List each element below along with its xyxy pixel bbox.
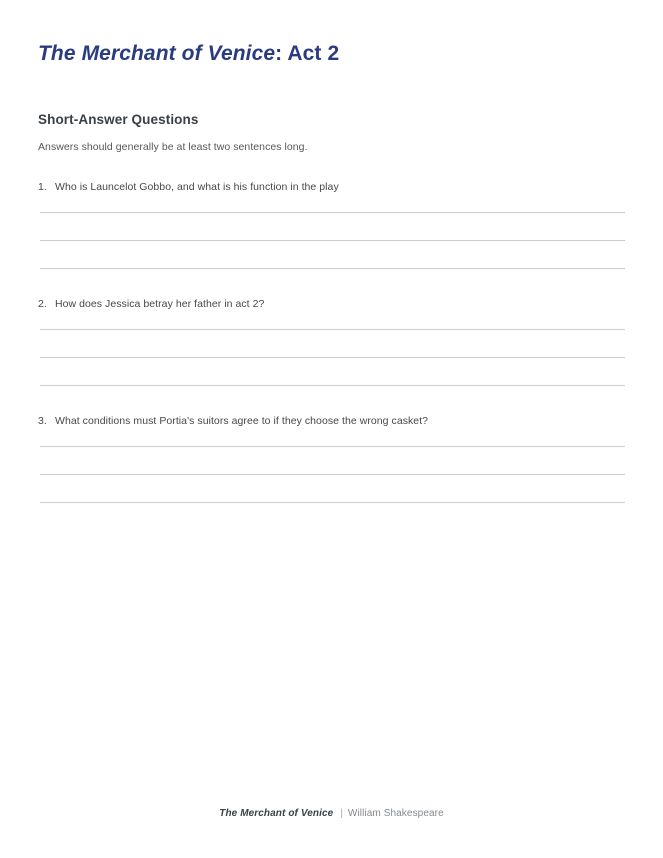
question-text: Who is Launcelot Gobbo, and what is his function in the play — [55, 181, 339, 193]
question-number: 2. — [38, 298, 47, 310]
answer-line[interactable] — [40, 474, 625, 475]
page-title-act: : Act 2 — [275, 42, 340, 65]
answer-line[interactable] — [40, 502, 625, 503]
questions-list — [38, 155, 624, 503]
question-number: 3. — [38, 415, 47, 427]
document-content — [38, 41, 624, 503]
question-row — [38, 413, 624, 429]
question-row — [38, 296, 624, 312]
answer-lines — [38, 312, 624, 386]
footer-work-title: The Merchant of Venice — [219, 808, 334, 819]
question-item — [38, 269, 624, 386]
question-row — [38, 179, 624, 195]
question-text: What conditions must Portia's suitors agree to if they choose the wrong casket? — [55, 415, 429, 427]
answer-line[interactable] — [40, 329, 625, 330]
answer-line[interactable] — [40, 212, 625, 213]
page-footer — [0, 806, 663, 822]
section-instructions: Answers should generally be at least two sentences long. — [38, 141, 308, 153]
answer-lines — [38, 195, 624, 269]
question-item — [38, 386, 624, 503]
answer-lines — [38, 429, 624, 503]
answer-line[interactable] — [40, 240, 625, 241]
page-title-work: The Merchant of Venice — [38, 42, 276, 65]
page-title — [38, 41, 624, 67]
question-text: How does Jessica betray her father in act 2? — [55, 298, 265, 310]
section-heading: Short-Answer Questions — [38, 112, 199, 127]
question-item — [38, 179, 624, 269]
footer-separator: | — [340, 808, 343, 819]
question-number: 1. — [38, 181, 47, 193]
answer-line[interactable] — [40, 446, 625, 447]
answer-line[interactable] — [40, 357, 625, 358]
footer-author: William Shakespeare — [347, 808, 444, 819]
